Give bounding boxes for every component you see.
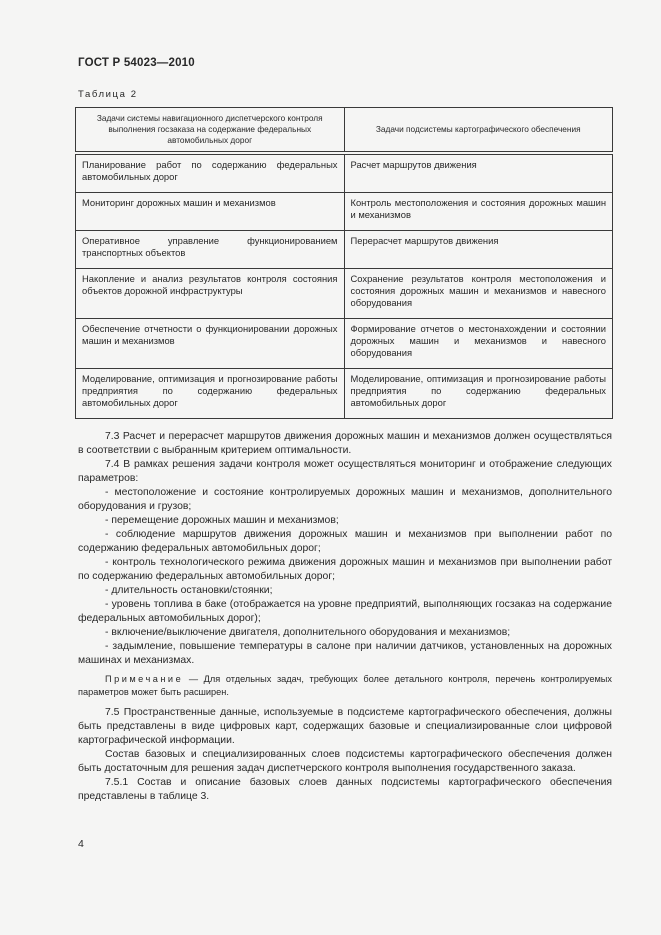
body-text: [78, 430, 612, 804]
table-row: [76, 319, 613, 369]
list-item: - длительность остановки/стоянки;: [105, 585, 273, 596]
paragraph-7-4: 7.4 В рамках решения задачи контроля может осуществляться мониторинг и отображение следующих параметров:: [78, 459, 612, 484]
table-cell: Сохранение результатов контроля местоположения и состояния дорожных машин и механизмов и навесного оборудования: [344, 269, 613, 319]
table-cell: Оперативное управление функционированием транспортных объектов: [76, 231, 345, 269]
table-cell: Накопление и анализ результатов контроля состояния объектов дорожной инфраструктуры: [76, 269, 345, 319]
table-row: [76, 369, 613, 419]
table-cell: Контроль местоположения и состояния дорожных машин и механизмов: [344, 193, 613, 231]
tasks-table: [75, 107, 613, 419]
table-cell: Планирование работ по содержанию федеральных автомобильных дорог: [76, 153, 345, 193]
table-row: [76, 269, 613, 319]
note-label: Примечание: [105, 674, 184, 684]
paragraph-7-3: 7.3 Расчет и перерасчет маршрутов движения дорожных машин и механизмов должен осуществляться в соответствии с выбранным критерием оптимальности.: [78, 431, 612, 456]
list-item: - перемещение дорожных машин и механизмов;: [105, 515, 339, 526]
table-header-cell-left: Задачи системы навигационного диспетчерского контроля выполнения госзаказа на содержание федеральных автомобильных дорог: [76, 108, 345, 154]
table-cell: Моделирование, оптимизация и прогнозирование работы предприятия по содержанию федеральных автомобильных дорог: [76, 369, 345, 419]
list-item: - задымление, повышение температуры в салоне при наличии датчиков, установленных на дорожных машинах и механизмах.: [78, 641, 612, 666]
note: [78, 673, 612, 698]
table-cell: Формирование отчетов о местонахождении и состоянии дорожных машин и механизмов и навесного оборудования: [344, 319, 613, 369]
table-header-row: [76, 108, 613, 154]
table-row: [76, 193, 613, 231]
paragraph-7-5: 7.5 Пространственные данные, используемые в подсистеме картографического обеспечения, должны быть представлены в виде цифровых карт, содержащих базовые и специализированные слои цифровой картографической информации.: [78, 707, 612, 746]
table-body: [76, 153, 613, 419]
list-item: - уровень топлива в баке (отображается на уровне предприятий, выполняющих госзаказ на содержание федеральных автомобильных дорог);: [78, 599, 612, 624]
list-item: - местоположение и состояние контролируемых дорожных машин и механизмов, дополнительного оборудования и грузов;: [78, 487, 612, 512]
table-caption: Таблица 2: [78, 89, 138, 100]
table-cell: Расчет маршрутов движения: [344, 153, 613, 193]
standard-code: ГОСТ Р 54023—2010: [78, 57, 195, 69]
table-row: [76, 231, 613, 269]
list-item: - включение/выключение двигателя, дополнительного оборудования и механизмов;: [105, 627, 511, 638]
table-header-cell-right: Задачи подсистемы картографического обеспечения: [344, 108, 613, 154]
note-text: — Для отдельных задач, требующих более детального контроля, перечень контролируемых параметров может быть расширен.: [78, 674, 612, 697]
paragraph-7-5-cont: Состав базовых и специализированных слоев подсистемы картографического обеспечения должен быть достаточным для решения задач диспетчерского контроля выполнения государственного заказа.: [78, 749, 612, 774]
list-item: - контроль технологического режима движения дорожных машин и механизмов при выполнении работ по содержанию федеральных автомобильных дорог;: [78, 557, 612, 582]
table-cell: Моделирование, оптимизация и прогнозирование работы предприятия по содержанию федеральных автомобильных дорог: [344, 369, 613, 419]
list-item: - соблюдение маршрутов движения дорожных машин и механизмов при выполнении работ по содержанию федеральных автомобильных дорог;: [78, 529, 612, 554]
paragraph-7-5-1: 7.5.1 Состав и описание базовых слоев данных подсистемы картографического обеспечения представлены в таблице 3.: [78, 777, 612, 802]
table-cell: Обеспечение отчетности о функционировании дорожных машин и механизмов: [76, 319, 345, 369]
page-number: 4: [78, 838, 84, 850]
table-cell: Мониторинг дорожных машин и механизмов: [76, 193, 345, 231]
table-cell: Перерасчет маршрутов движения: [344, 231, 613, 269]
table-header: [76, 108, 613, 154]
table-row: [76, 153, 613, 193]
